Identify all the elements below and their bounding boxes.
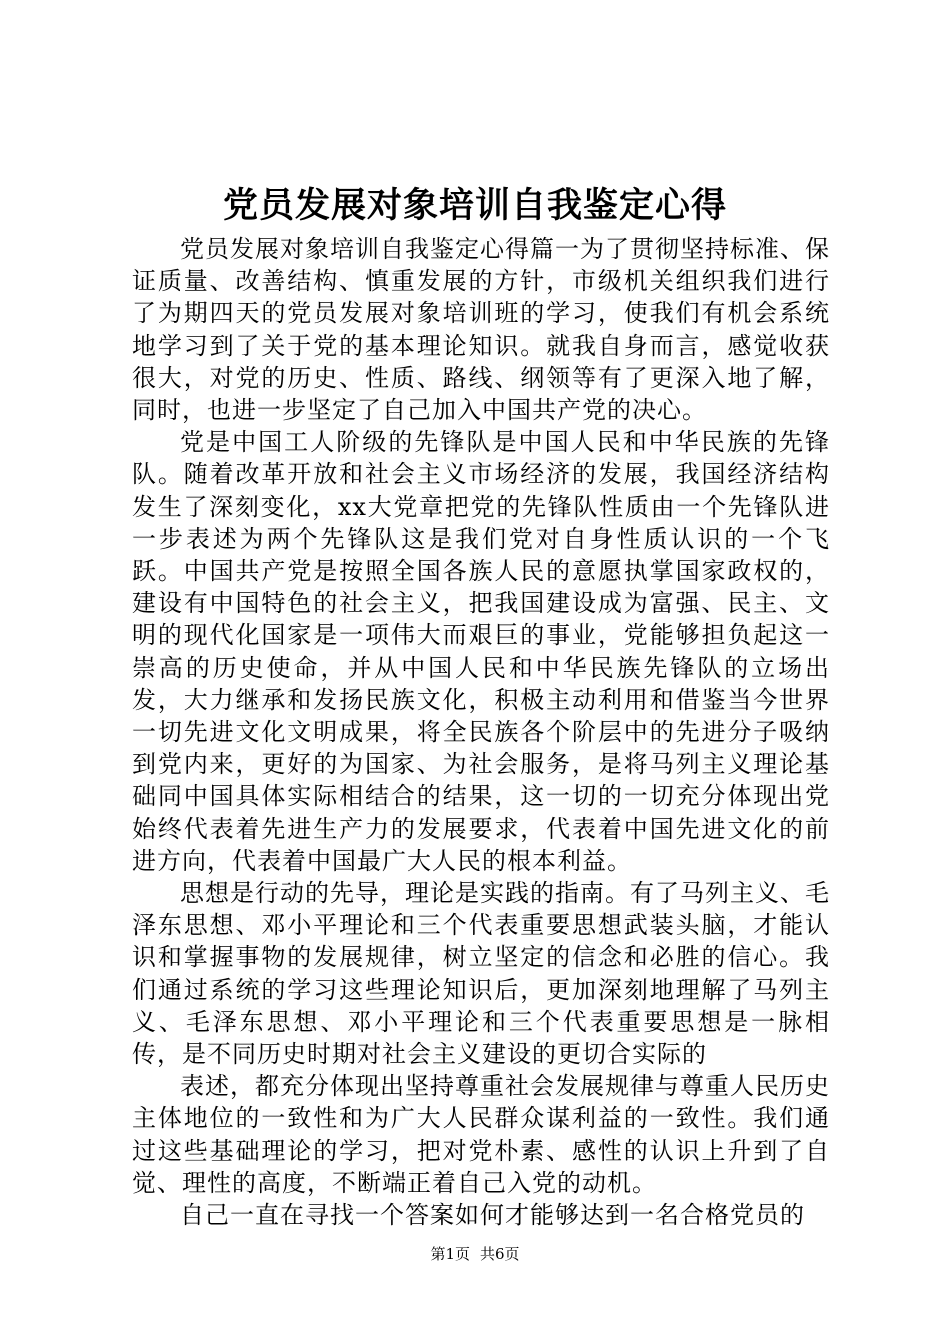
document-body <box>132 233 830 1231</box>
page-number: 第1页 <box>430 1245 470 1263</box>
paragraph-4: 表述，都充分体现出坚持尊重社会发展规律与尊重人民历史主体地位的一致性和为广大人民群众谋利益的一致性。我们通过这些基础理论的学习，把对党朴素、感性的认识上升到了自觉、理性的高度，不断端正着自己入党的动机。 <box>132 1072 830 1197</box>
paragraph-3: 思想是行动的先导，理论是实践的指南。有了马列主义、毛泽东思想、邓小平理论和三个代表重要思想武装头脑，才能认识和掌握事物的发展规律，树立坚定的信念和必胜的信心。我们通过系统的学习这些理论知识后，更加深刻地理解了马列主义、毛泽东思想、邓小平理论和三个代表重要思想是一脉相传，是不同历史时期对社会主义建设的更切合实际的 <box>132 879 830 1069</box>
paragraph-1: 党员发展对象培训自我鉴定心得篇一为了贯彻坚持标准、保证质量、改善结构、慎重发展的方针，市级机关组织我们进行了为期四天的党员发展对象培训班的学习，使我们有机会系统地学习到了关于党的基本理论知识。就我自身而言，感觉收获很大，对党的历史、性质、路线、纲领等有了更深入地了解，同时，也进一步坚定了自己加入中国共产党的决心。 <box>132 235 830 425</box>
paragraph-5: 自己一直在寻找一个答案如何才能够达到一名合格党员的 <box>180 1201 805 1230</box>
paragraph-2: 党是中国工人阶级的先锋队是中国人民和中华民族的先锋队。随着改革开放和社会主义市场经济的发展，我国经济结构发生了深刻变化，xx大党章把党的先锋队性质由一个先锋队进一步表述为两个先锋队这是我们党对自身性质认识的一个飞跃。中国共产党是按照全国各族人民的意愿执掌国家政权的，建设有中国特色的社会主义，把我国建设成为富强、民主、文明的现代化国家是一项伟大而艰巨的事业，党能够担负起这一崇高的历史使命，并从中国人民和中华民族先锋队的立场出发，大力继承和发扬民族文化，积极主动利用和借鉴当今世界一切先进文化文明成果，将全民族各个阶层中的先进分子吸纳到党内来，更好的为国家、为社会服务，是将马列主义理论基础同中国具体实际相结合的结果，这一切的一切充分体现出党始终代表着先进生产力的发展要求，代表着中国先进文化的前进方向，代表着中国最广大人民的根本利益。 <box>132 428 830 875</box>
page-total: 共6页 <box>480 1245 520 1263</box>
page-footer <box>0 1244 950 1264</box>
document-title: 党员发展对象培训自我鉴定心得 <box>222 185 727 226</box>
